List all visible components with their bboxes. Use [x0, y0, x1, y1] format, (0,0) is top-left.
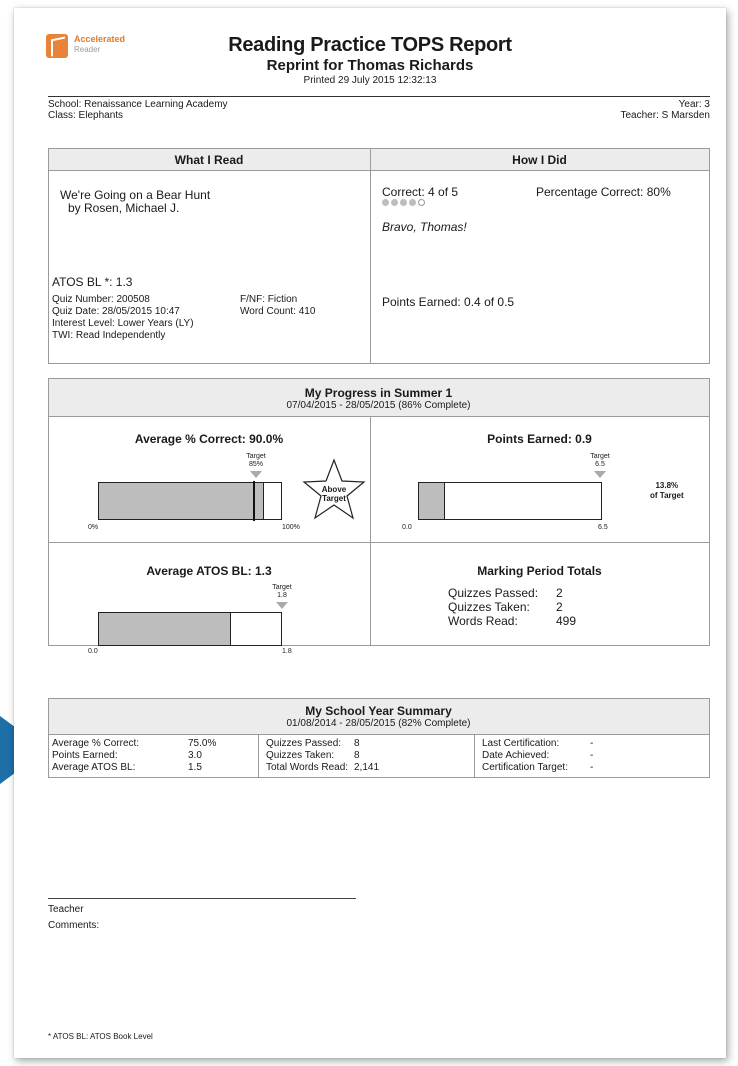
ys-col3-label-2: Certification Target: [482, 762, 568, 773]
ys-col1-label-0: Average % Correct: [52, 738, 140, 749]
quiz-date: Quiz Date: 28/05/2015 10:47 [52, 306, 180, 317]
target-pointer-icon [594, 471, 606, 478]
how-i-did-heading: How I Did [512, 153, 567, 167]
quiz-number: Quiz Number: 200508 [52, 294, 150, 305]
percentage-correct: Percentage Correct: 80% [536, 185, 671, 199]
avg-correct-target-value: 85% [248, 461, 263, 468]
logo-name: Accelerated [74, 34, 126, 44]
avg-atos-axis-max: 1.8 [282, 648, 292, 655]
avg-atos-target-label: Target [272, 584, 292, 591]
word-count: Word Count: 410 [240, 306, 316, 317]
divider [48, 170, 709, 171]
ys-col1-label-1: Points Earned: [52, 750, 118, 761]
divider [474, 734, 475, 777]
ys-col1-value-0: 75.0% [188, 738, 217, 749]
points-bar [418, 482, 602, 520]
printed-date: Printed 29 July 2015 12:32:13 [303, 75, 437, 86]
marking-period-title: Marking Period Totals [477, 564, 602, 578]
avg-atos-target-value: 1.8 [277, 592, 287, 599]
avg-atos-axis-min: 0.0 [88, 648, 98, 655]
ys-col1-value-1: 3.0 [188, 750, 202, 761]
class-name: Class: Elephants [48, 110, 124, 121]
avg-atos-bar-fill [99, 613, 231, 645]
report-subtitle: Reprint for Thomas Richards [266, 57, 474, 74]
year-summary-heading: My School Year Summary [305, 704, 452, 718]
correct-count: Correct: 4 of 5 [382, 185, 459, 199]
avg-correct-axis-max: 100% [282, 524, 300, 531]
comments-label: Comments: [48, 920, 100, 931]
ys-col2-label-2: Total Words Read: [266, 762, 349, 773]
divider [48, 416, 709, 417]
correct-dot-icon [391, 199, 398, 206]
progress-dates: 07/04/2015 - 28/05/2015 (86% Complete) [286, 400, 471, 411]
progress-heading: My Progress in Summer 1 [304, 386, 453, 400]
teacher-signature-line [48, 898, 356, 899]
fiction-nonfiction: F/NF: Fiction [240, 294, 298, 305]
book-title: We're Going on a Bear Hunt [60, 188, 211, 202]
points-pct-value: 13.8% [655, 481, 679, 490]
points-pct-of-target [650, 481, 684, 501]
report-title: Reading Practice TOPS Report [228, 34, 512, 56]
book-author: by Rosen, Michael J. [68, 201, 180, 215]
target-pointer-icon [250, 471, 262, 478]
logo-sub: Reader [74, 45, 101, 54]
atos-footnote: * ATOS BL: ATOS Book Level [48, 1032, 153, 1041]
avg-correct-axis-min: 0% [88, 524, 99, 531]
teacher-label: Teacher: S Marsden [620, 110, 710, 121]
ys-col3-value-1: - [590, 750, 594, 761]
correct-dot-icon [409, 199, 416, 206]
ys-col2-value-2: 2,141 [354, 762, 380, 773]
ys-col2-label-0: Quizzes Passed: [266, 738, 342, 749]
points-target-value: 6.5 [595, 461, 605, 468]
mp-words-read-value: 499 [556, 614, 577, 628]
points-of-target-label: of Target [650, 491, 684, 500]
points-earned-title: Points Earned: 0.9 [487, 432, 592, 446]
points-earned: Points Earned: 0.4 of 0.5 [382, 295, 515, 309]
ys-col2-value-1: 8 [354, 750, 360, 761]
avg-atos-bar [98, 612, 282, 646]
mp-quizzes-passed-label: Quizzes Passed: [448, 586, 539, 600]
ys-col2-label-1: Quizzes Taken: [266, 750, 335, 761]
divider [48, 734, 709, 735]
mp-quizzes-taken-value: 2 [556, 600, 563, 614]
points-axis-max: 6.5 [598, 524, 608, 531]
teacher-label: Teacher [48, 904, 84, 915]
correct-dot-icon [400, 199, 407, 206]
divider [370, 148, 371, 363]
header-divider [48, 96, 710, 97]
report-page [14, 8, 726, 1058]
avg-correct-target-marker [253, 481, 255, 521]
correct-dot-icon [382, 199, 389, 206]
correct-dots [382, 199, 427, 206]
year-summary-dates: 01/08/2014 - 28/05/2015 (82% Complete) [286, 718, 471, 729]
ys-col3-label-1: Date Achieved: [482, 750, 550, 761]
book-atos-level: ATOS BL *: 1.3 [52, 275, 133, 289]
avg-correct-bar [98, 482, 282, 520]
divider [48, 542, 709, 543]
ys-col2-value-0: 8 [354, 738, 360, 749]
mp-words-read-label: Words Read: [448, 614, 518, 628]
divider [258, 734, 259, 777]
mp-quizzes-taken-label: Quizzes Taken: [448, 600, 530, 614]
school-name: School: Renaissance Learning Academy [48, 99, 228, 110]
avg-correct-title: Average % Correct: 90.0% [134, 432, 284, 446]
what-i-read-heading: What I Read [174, 153, 244, 167]
divider [370, 416, 371, 645]
points-target-label: Target [590, 453, 610, 460]
year-label: Year: 3 [678, 99, 710, 110]
avg-atos-title: Average ATOS BL: 1.3 [146, 564, 272, 578]
points-axis-min: 0.0 [402, 524, 412, 531]
target-pointer-icon [276, 602, 288, 609]
ys-col1-label-2: Average ATOS BL: [52, 762, 136, 773]
mp-quizzes-passed-value: 2 [556, 586, 563, 600]
ys-col3-value-0: - [590, 738, 594, 749]
interest-level: Interest Level: Lower Years (LY) [52, 318, 194, 329]
ys-col1-value-2: 1.5 [188, 762, 202, 773]
incorrect-dot-icon [418, 199, 425, 206]
ys-col3-value-2: - [590, 762, 594, 773]
praise-message: Bravo, Thomas! [382, 220, 467, 234]
ys-col3-label-0: Last Certification: [482, 738, 560, 749]
above-target-label: Above Target [321, 485, 347, 503]
avg-correct-target-label: Target [246, 453, 266, 460]
avg-correct-bar-fill [99, 483, 264, 519]
points-bar-fill [419, 483, 445, 519]
twi-label: TWI: Read Independently [52, 330, 166, 341]
